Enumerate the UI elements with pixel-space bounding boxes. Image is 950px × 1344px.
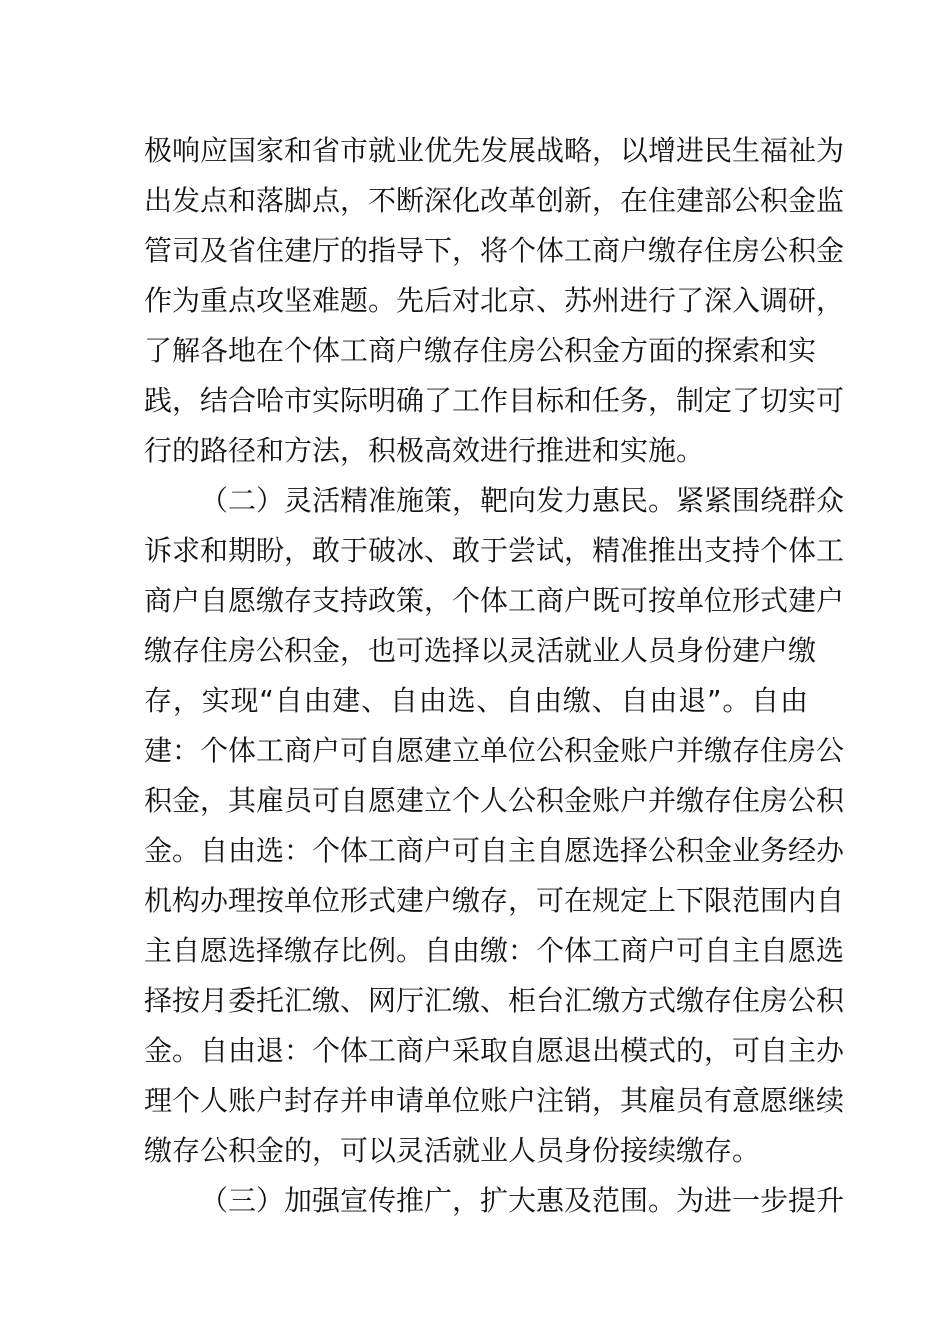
paragraph-3 [144,1176,845,1226]
text-line: 机构办理按单位形式建户缴存，可在规定上下限范围内自 [144,884,845,917]
text-line: 极响应国家和省市就业优先发展战略，以增进民生福祉为 [144,134,845,167]
text-line: 管司及省住建厅的指导下，将个体工商户缴存住房公积金 [144,234,845,267]
paragraph-1 [144,126,845,476]
section-heading-line: （三）加强宣传推广，扩大惠及范围。为进一步提升 [200,1184,845,1217]
text-line: 积金，其雇员可自愿建立个人公积金账户并缴存住房公积 [144,784,845,817]
document-body [144,126,845,1226]
text-line: 出发点和落脚点，不断深化改革创新，在住建部公积金监 [144,184,845,217]
text-line: 了解各地在个体工商户缴存住房公积金方面的探索和实 [144,334,817,367]
text-line: 存，实现“自由建、自由选、自由缴、自由退”。自由 [144,684,808,717]
text-line: 商户自愿缴存支持政策，个体工商户既可按单位形式建户 [144,584,845,617]
text-line: 诉求和期盼，敢于破冰、敢于尝试，精准推出支持个体工 [144,534,845,567]
text-line: 择按月委托汇缴、网厅汇缴、柜台汇缴方式缴存住房公积 [144,984,845,1017]
text-line: 金。自由退：个体工商户采取自愿退出模式的，可自主办 [144,1034,845,1067]
text-line: 建：个体工商户可自愿建立单位公积金账户并缴存住房公 [144,734,845,767]
text-line: 作为重点攻坚难题。先后对北京、苏州进行了深入调研， [144,284,845,317]
text-line: 行的路径和方法，积极高效进行推进和实施。 [144,434,705,467]
text-line: 缴存住房公积金，也可选择以灵活就业人员身份建户缴 [144,634,817,667]
text-line: 主自愿选择缴存比例。自由缴：个体工商户可自主自愿选 [144,934,845,967]
text-line: 践，结合哈市实际明确了工作目标和任务，制定了切实可 [144,384,845,417]
section-heading-line: （二）灵活精准施策，靶向发力惠民。紧紧围绕群众 [200,484,845,517]
text-line: 理个人账户封存并申请单位账户注销，其雇员有意愿继续 [144,1084,845,1117]
paragraph-2 [144,476,845,1176]
text-line: 缴存公积金的，可以灵活就业人员身份接续缴存。 [144,1134,761,1167]
text-line: 金。自由选：个体工商户可自主自愿选择公积金业务经办 [144,834,845,867]
